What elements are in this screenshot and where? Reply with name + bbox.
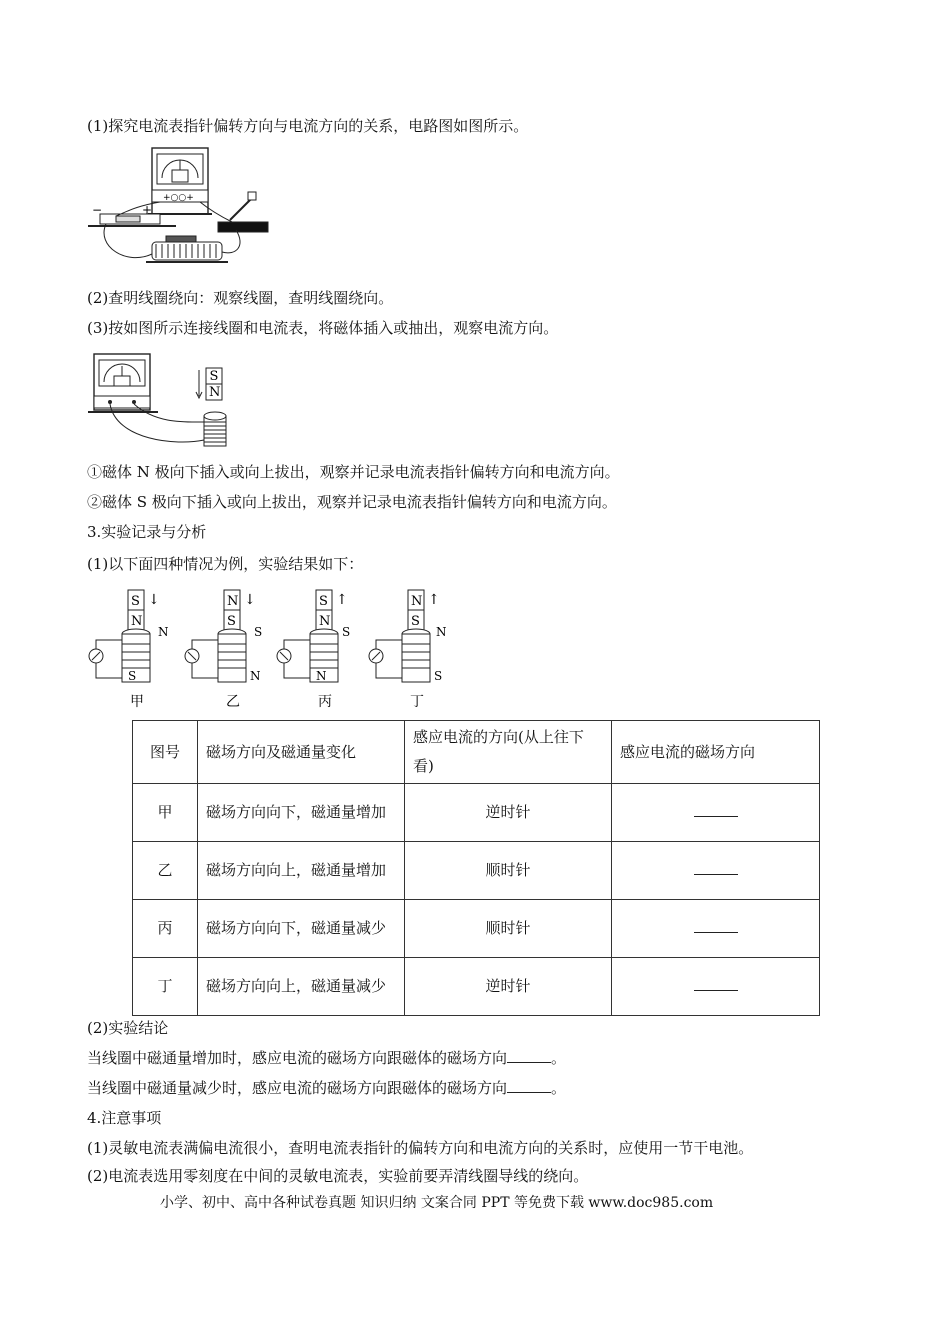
table-row — [133, 842, 820, 900]
table-row — [133, 784, 820, 842]
table-header-cell: 感应电流的方向(从上往下看) — [405, 721, 612, 784]
step1-text: (1)探究电流表指针偏转方向与电流方向的关系，电路图如图所示。 — [87, 117, 529, 135]
svg-text:N: N — [131, 614, 143, 629]
coil-diagram-4 — [369, 590, 447, 710]
svg-text:N: N — [411, 594, 423, 609]
svg-text:S: S — [411, 614, 420, 629]
magnet-s-label: S — [209, 369, 219, 384]
table-header-row — [133, 721, 820, 784]
magnet-n-label: N — [209, 385, 221, 400]
svg-text:S: S — [254, 625, 263, 639]
circuit-diagram — [86, 146, 276, 276]
svg-text:甲: 甲 — [130, 694, 144, 710]
row-id: 乙 — [133, 842, 198, 900]
section3-heading: 3.实验记录与分析 — [87, 523, 207, 541]
svg-text:乙: 乙 — [226, 694, 240, 710]
row-id: 丁 — [133, 958, 198, 1016]
conclusion-heading: (2)实验结论 — [87, 1019, 169, 1037]
row-id: 甲 — [133, 784, 198, 842]
conclusion-1: 当线圈中磁通量增加时，感应电流的磁场方向跟磁体的磁场方向 。 — [87, 1049, 567, 1067]
coil-diagram-3 — [277, 590, 350, 710]
table-header-cell: 感应电流的磁场方向 — [612, 721, 820, 784]
answer-blank[interactable] — [612, 842, 820, 900]
section4-heading: 4.注意事项 — [87, 1109, 162, 1127]
svg-text:N: N — [227, 594, 239, 609]
svg-text:S: S — [319, 594, 328, 609]
svg-text:S: S — [131, 594, 140, 609]
row-change: 磁场方向向下，磁通量增加 — [198, 784, 405, 842]
sub1-text: ①磁体 N 极向下插入或向上拔出，观察并记录电流表指针偏转方向和电流方向。 — [87, 463, 620, 481]
table-header-cell: 磁场方向及磁通量变化 — [198, 721, 405, 784]
plus-sign: + — [142, 203, 153, 217]
svg-text:↓: ↓ — [244, 592, 256, 608]
step3-text: (3)按如图所示连接线圈和电流表，将磁体插入或抽出，观察电流方向。 — [87, 319, 559, 337]
answer-blank[interactable] — [507, 1048, 551, 1063]
answer-blank[interactable] — [612, 900, 820, 958]
coil-diagram-1 — [89, 590, 169, 710]
row-id: 丙 — [133, 900, 198, 958]
svg-text:↑: ↑ — [428, 592, 440, 608]
step2-text: (2)查明线圈绕向：观察线圈，查明线圈绕向。 — [87, 289, 394, 307]
answer-blank[interactable] — [612, 958, 820, 1016]
svg-text:N: N — [250, 669, 261, 683]
svg-text:N: N — [316, 669, 327, 683]
table-row — [133, 958, 820, 1016]
svg-text:丙: 丙 — [318, 694, 332, 710]
minus-sign: − — [92, 203, 103, 217]
row-change: 磁场方向向上，磁通量减少 — [198, 958, 405, 1016]
meter-terminals: +○○+ — [163, 193, 194, 203]
row-direction: 逆时针 — [405, 958, 612, 1016]
section3-intro: (1)以下面四种情况为例，实验结果如下： — [87, 555, 364, 573]
svg-text:↓: ↓ — [148, 592, 160, 608]
svg-text:S: S — [227, 614, 236, 629]
row-change: 磁场方向向下，磁通量减少 — [198, 900, 405, 958]
answer-blank[interactable] — [507, 1078, 551, 1093]
row-direction: 逆时针 — [405, 784, 612, 842]
svg-text:↑: ↑ — [336, 592, 348, 608]
svg-text:N: N — [319, 614, 331, 629]
coil-diagram-2 — [185, 590, 262, 710]
note1-text: (1)灵敏电流表满偏电流很小，查明电流表指针的偏转方向和电流方向的关系时，应使用一节干电池。 — [87, 1139, 754, 1157]
four-coil-diagrams — [86, 584, 466, 712]
svg-text:S: S — [434, 669, 443, 683]
coil-magnet-diagram — [86, 350, 246, 450]
conclusion-2: 当线圈中磁通量减少时，感应电流的磁场方向跟磁体的磁场方向 。 — [87, 1079, 567, 1097]
svg-text:S: S — [342, 625, 351, 639]
sub2-text: ②磁体 S 极向下插入或向上拔出，观察并记录电流表指针偏转方向和电流方向。 — [87, 493, 617, 511]
svg-text:N: N — [158, 625, 169, 639]
svg-text:丁: 丁 — [410, 694, 424, 710]
answer-blank[interactable] — [612, 784, 820, 842]
row-direction: 顺时针 — [405, 900, 612, 958]
results-table — [132, 720, 820, 1016]
row-change: 磁场方向向上，磁通量增加 — [198, 842, 405, 900]
page-footer: 小学、初中、高中各种试卷真题 知识归纳 文案合同 PPT 等免费下载 www.doc985.com — [160, 1195, 714, 1211]
table-header-cell: 图号 — [133, 721, 198, 784]
row-direction: 顺时针 — [405, 842, 612, 900]
table-row — [133, 900, 820, 958]
svg-text:N: N — [436, 625, 447, 639]
svg-text:S: S — [128, 669, 137, 683]
note2-text: (2)电流表选用零刻度在中间的灵敏电流表，实验前要弄清线圈导线的绕向。 — [87, 1167, 589, 1185]
